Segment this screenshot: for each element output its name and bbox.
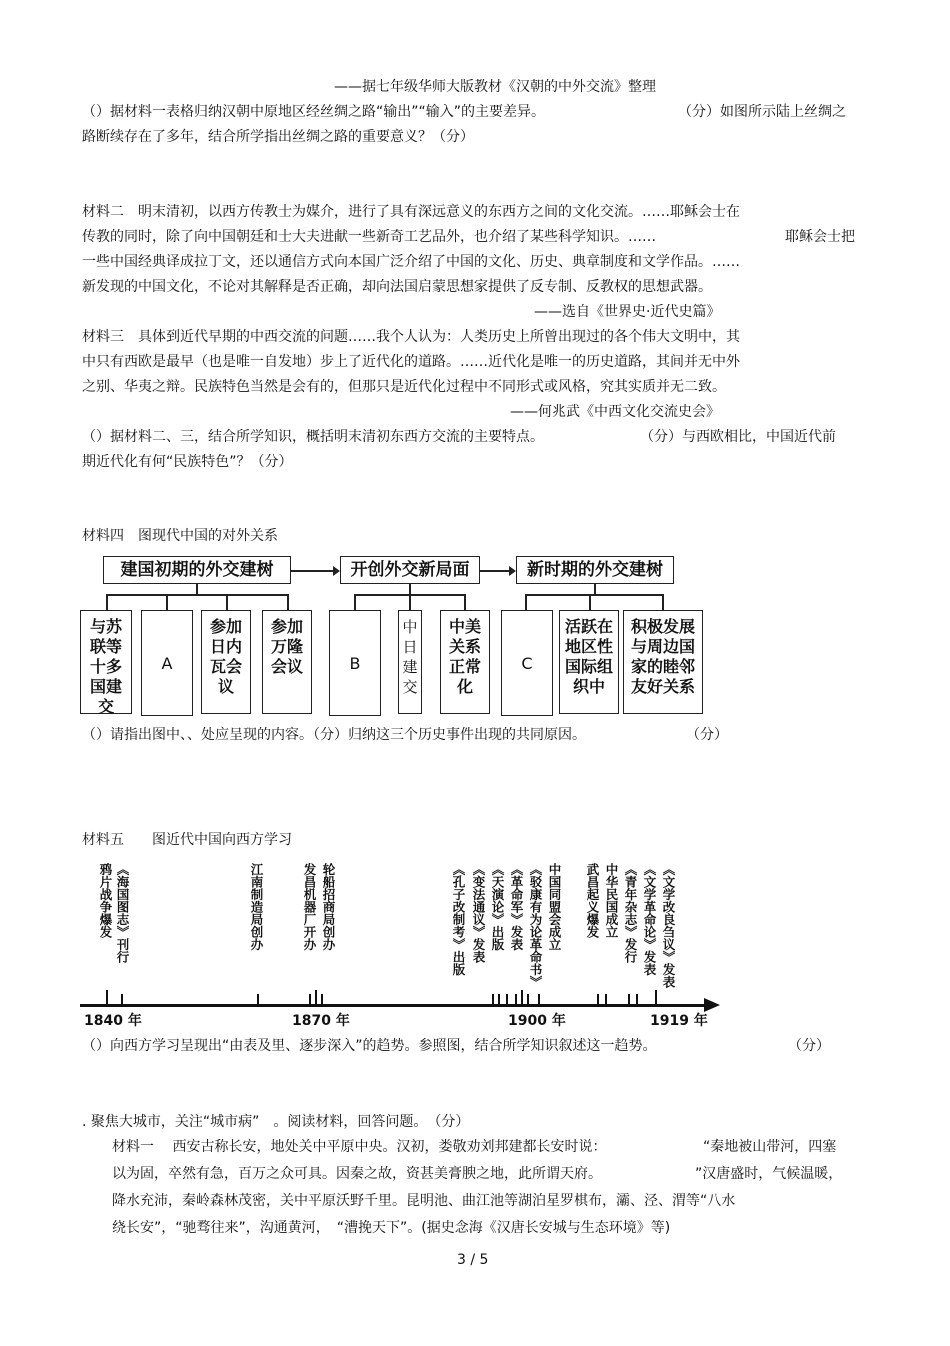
material-5-title: 材料五 图近代中国向西方学习 [82,832,292,848]
material-3-line-2: 中只有西欧是最早（也是唯一自发地）步上了近代化的道路。……近代化是唯一的历史道路，其间并无中外 [82,354,740,370]
flow-connector [589,594,591,610]
flow-connector [106,594,108,610]
flow-connector [409,594,411,610]
timeline-event: 《孔子改制考》出版 [451,863,466,976]
timeline-event: 《青年杂志》发行 [623,863,638,963]
flow-arrow-head-2 [509,566,516,576]
timeline-tick [597,994,599,1005]
material-2-line-3: 一些中国经典译成拉丁文，还以通信方式向本国广泛介绍了中国的文化、历史、典章制度和文学作品。…… [82,254,740,270]
timeline-tick [121,994,123,1005]
timeline-tick [527,994,529,1005]
timeline-event: 《革命军》发表 [509,863,524,951]
flow-child-c: C [501,610,553,716]
timeline-tick [315,990,317,1005]
timeline-event: 《驳康有为论革命书》 [528,863,543,988]
timeline-event: 轮船招商局创办 [321,863,336,951]
timeline-tick [492,994,494,1005]
flow-header-2: 开创外交新局面 [340,556,480,584]
question-2b: （分）与西欧相比，中国近代前 [640,429,836,445]
question-5-title: . 聚焦大城市，关注“城市病” 。阅读材料，回答问题。 （分） [82,1114,470,1130]
flow-connector [354,594,356,610]
material-4-title: 材料四 图现代中国的对外关系 [82,528,278,544]
timeline-tick [538,994,540,1005]
page-number: 3 / 5 [457,1252,489,1268]
flow-connector [525,594,663,596]
flow-connector [525,594,527,610]
timeline-year: 1870 年 [292,1013,350,1029]
flow-connector [409,584,411,594]
timeline-tick [521,990,523,1005]
timeline-event: 《天演论》出版 [490,863,505,951]
flow-child-regional-orgs: 活跃在地区性国际组织中 [559,610,619,714]
question-3a: （）请指出图中、、处应呈现的内容。（分）归纳这三个历史事件出现的共同原因。 [82,727,586,743]
flow-connector [226,594,228,610]
flow-child-neighbors: 积极发展与周边国家的睦邻友好关系 [623,610,703,714]
flow-connector [662,594,664,610]
timeline-tick [106,990,108,1005]
timeline-year: 1919 年 [650,1013,708,1029]
q5-material-1-line-3: 降水充沛，秦岭森林茂密，关中平原沃野千里。昆明池、曲江池等湖泊星罗棋布，灞、泾、渭等“八水 [112,1193,736,1209]
timeline-axis [80,1004,708,1007]
timeline-year: 1840 年 [84,1013,142,1029]
timeline-tick [321,994,323,1005]
source-line-2: ——选自《世界史·近代史篇》 [534,304,721,320]
timeline-tick [257,994,259,1005]
timeline-tick [498,994,500,1005]
timeline-event: 《文学改良刍议》发表 [661,863,676,988]
flow-connector [166,594,168,610]
material-2-line-4: 新发现的中国文化，不论对其解释是否正确，却向法国启蒙思想家提供了反专制、反教权的思想武器。 [82,279,712,295]
timeline-tick [628,994,630,1005]
timeline-event: 鸦片战争爆发 [98,863,113,938]
q5-material-1-line-1a: 材料一 西安古称长安，地处关中平原中央。汉初，娄敬劝刘邦建都长安时说： [112,1139,607,1155]
q5-material-1-line-2b: ”汉唐盛时，气候温暖， [695,1166,843,1182]
flow-connector [106,594,288,596]
flow-child-china-japan: 中日建交 [398,610,422,714]
source-line-3: ——何兆武《中西文化交流史会》 [510,404,720,420]
timeline-event: 《海国图志》刊行 [115,863,130,963]
question-4a: （）向西方学习呈现出“由表及里、逐步深入”的趋势。参照图，结合所学知识叙述这一趋势。 [82,1038,657,1054]
timeline-event: 《文学革命论》发表 [642,863,657,976]
flow-header-3: 新时期的外交建树 [516,556,674,584]
timeline-tick [309,994,311,1005]
flow-connector [196,584,198,594]
flow-child-a: A [141,610,193,716]
timeline-tick [515,994,517,1005]
question-1a: （）据材料一表格归纳汉朝中原地区经丝绸之路“输出”“输入”的主要差异。 [82,104,546,120]
q5-material-1-line-2: 以为固，卒然有急，百万之众可具。因秦之故，资甚美膏腴之地，此所谓天府。 [112,1166,602,1182]
flow-arrow-line-2 [480,570,510,572]
question-1c: 路断续存在了多年，结合所学指出丝绸之路的重要意义？（分） [82,129,474,145]
flow-child-soviet-ties: 与苏联等十多国建交 [80,610,132,714]
question-4b: （分） [788,1038,830,1054]
flow-child-china-us: 中美关系正常化 [440,610,490,714]
source-line-1: ——据七年级华师大版教材《汉朝的中外交流》整理 [334,79,656,95]
timeline-event: 中华民国成立 [604,863,619,938]
flow-child-bandung: 参加万隆会议 [262,610,312,714]
flow-arrow-head-1 [333,566,340,576]
question-1b: （分）如图所示陆上丝绸之 [678,104,846,120]
material-3-line-3: 之别、华夷之辩。民族特色当然是会有的，但那只是近代化过程中不同形式或风格，究其实质并无二致。 [82,379,726,395]
question-3b: （分） [686,727,728,743]
flow-child-b: B [329,610,381,716]
timeline-event: 中国同盟会成立 [547,863,562,951]
timeline-tick [636,994,638,1005]
material-2-line-2a: 传教的同时，除了向中国朝廷和士大夫进献一些新奇工艺品外，也介绍了某些科学知识。…… [82,229,656,245]
flow-connector [464,594,466,610]
timeline-tick [506,994,508,1005]
flow-connector [287,594,289,610]
question-2a: （）据材料二、三，结合所学知识，概括明末清初东西方交流的主要特点。 [82,429,544,445]
material-3-line-1: 材料三 具体到近代早期的中西交流的问题……我个人认为：人类历史上所曾出现过的各个伟大文明中，其 [82,329,740,345]
timeline-year: 1900 年 [508,1013,566,1029]
flow-connector [594,584,596,594]
material-2-line-2b: 耶稣会士把 [785,229,855,245]
q5-material-1-line-4: 绕长安”，“驰骛往来”，沟通黄河， “漕挽天下”。(据史念海《汉唐长安城与生态环境》等) [112,1220,671,1236]
timeline-event: 武昌起义爆发 [585,863,600,938]
q5-material-1-line-1b: “秦地被山带河，四塞 [703,1139,837,1155]
flow-arrow-line-1 [291,570,333,572]
flow-child-geneva: 参加日内瓦会议 [201,610,251,714]
timeline-event: 《变法通议》发表 [471,863,486,963]
material-2-line-1: 材料二 明末清初，以西方传教士为媒介，进行了具有深远意义的东西方之间的文化交流。……耶稣会士在 [82,204,740,220]
timeline-tick [655,990,657,1005]
timeline-tick [605,994,607,1005]
timeline-event: 江南制造局创办 [249,863,264,951]
flow-header-1: 建国初期的外交建树 [103,556,291,584]
question-2c: 期近代化有何“民族特色”？（分） [82,454,293,470]
timeline-event: 发昌机器厂开办 [302,863,317,951]
